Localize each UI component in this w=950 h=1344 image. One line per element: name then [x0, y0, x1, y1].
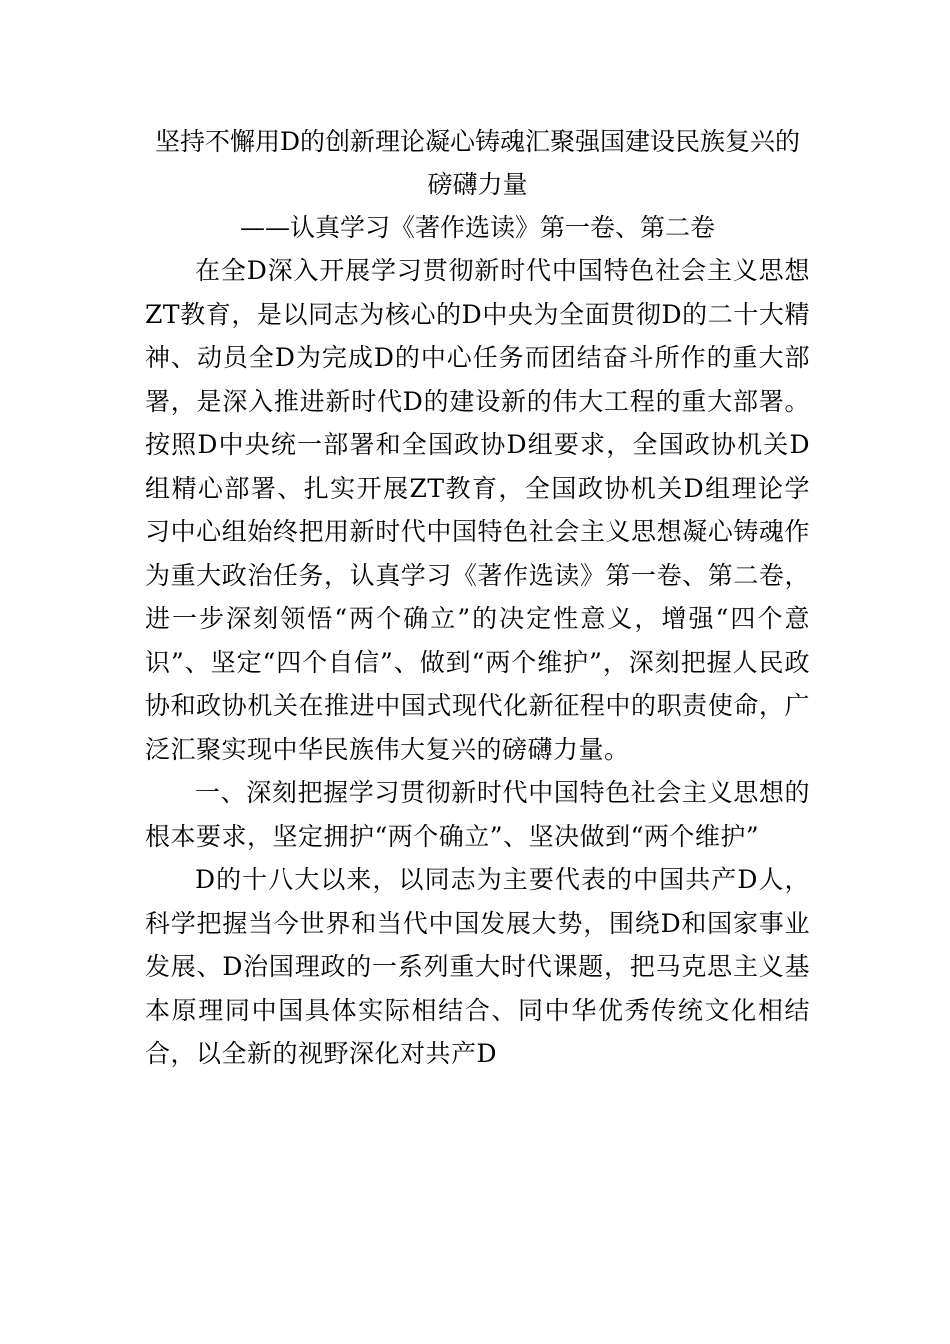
document-page — [145, 120, 810, 1076]
document-subtitle: ——认真学习《著作选读》第一卷、第二卷 — [239, 213, 715, 242]
body-paragraph-section-1: D的十八大以来，以同志为主要代表的中国共产D人，科学把握当今世界和当代中国发展大势，围绕D和国家事业发展、D治国理政的一系列重大时代课题，把马克思主义基本原理同中国具体实际相结合、同中华优秀传统文化相结合，以全新的视野深化对共产D — [145, 865, 810, 1068]
section-heading-1: 一、深刻把握学习贯彻新时代中国特色社会主义思想的根本要求，坚定拥护“两个确立”、坚决做到“两个维护” — [145, 778, 810, 851]
document-title: 坚持不懈用D的创新理论凝心铸魂汇聚强国建设民族复兴的磅礴力量 — [154, 127, 801, 199]
body-paragraph-intro: 在全D深入开展学习贯彻新时代中国特色社会主义思想ZT教育，是以同志为核心的D中央为全面贯彻D的二十大精神、动员全D为完成D的中心任务而团结奋斗所作的重大部署，是深入推进新时代D的建设新的伟大工程的重大部署。按照D中央统一部署和全国政协D组要求，全国政协机关D组精心部署、扎实开展ZT教育，全国政协机关D组理论学习中心组始终把用新时代中国特色社会主义思想凝心铸魂作为重大政治任务，认真学习《著作选读》第一卷、第二卷，进一步深刻领悟“两个确立”的决定性意义，增强“四个意识”、坚定“四个自信”、做到“两个维护”，深刻把握人民政协和政协机关在推进中国式现代化新征程中的职责使命，广泛汇聚实现中华民族伟大复兴的磅礴力量。 — [145, 256, 810, 764]
